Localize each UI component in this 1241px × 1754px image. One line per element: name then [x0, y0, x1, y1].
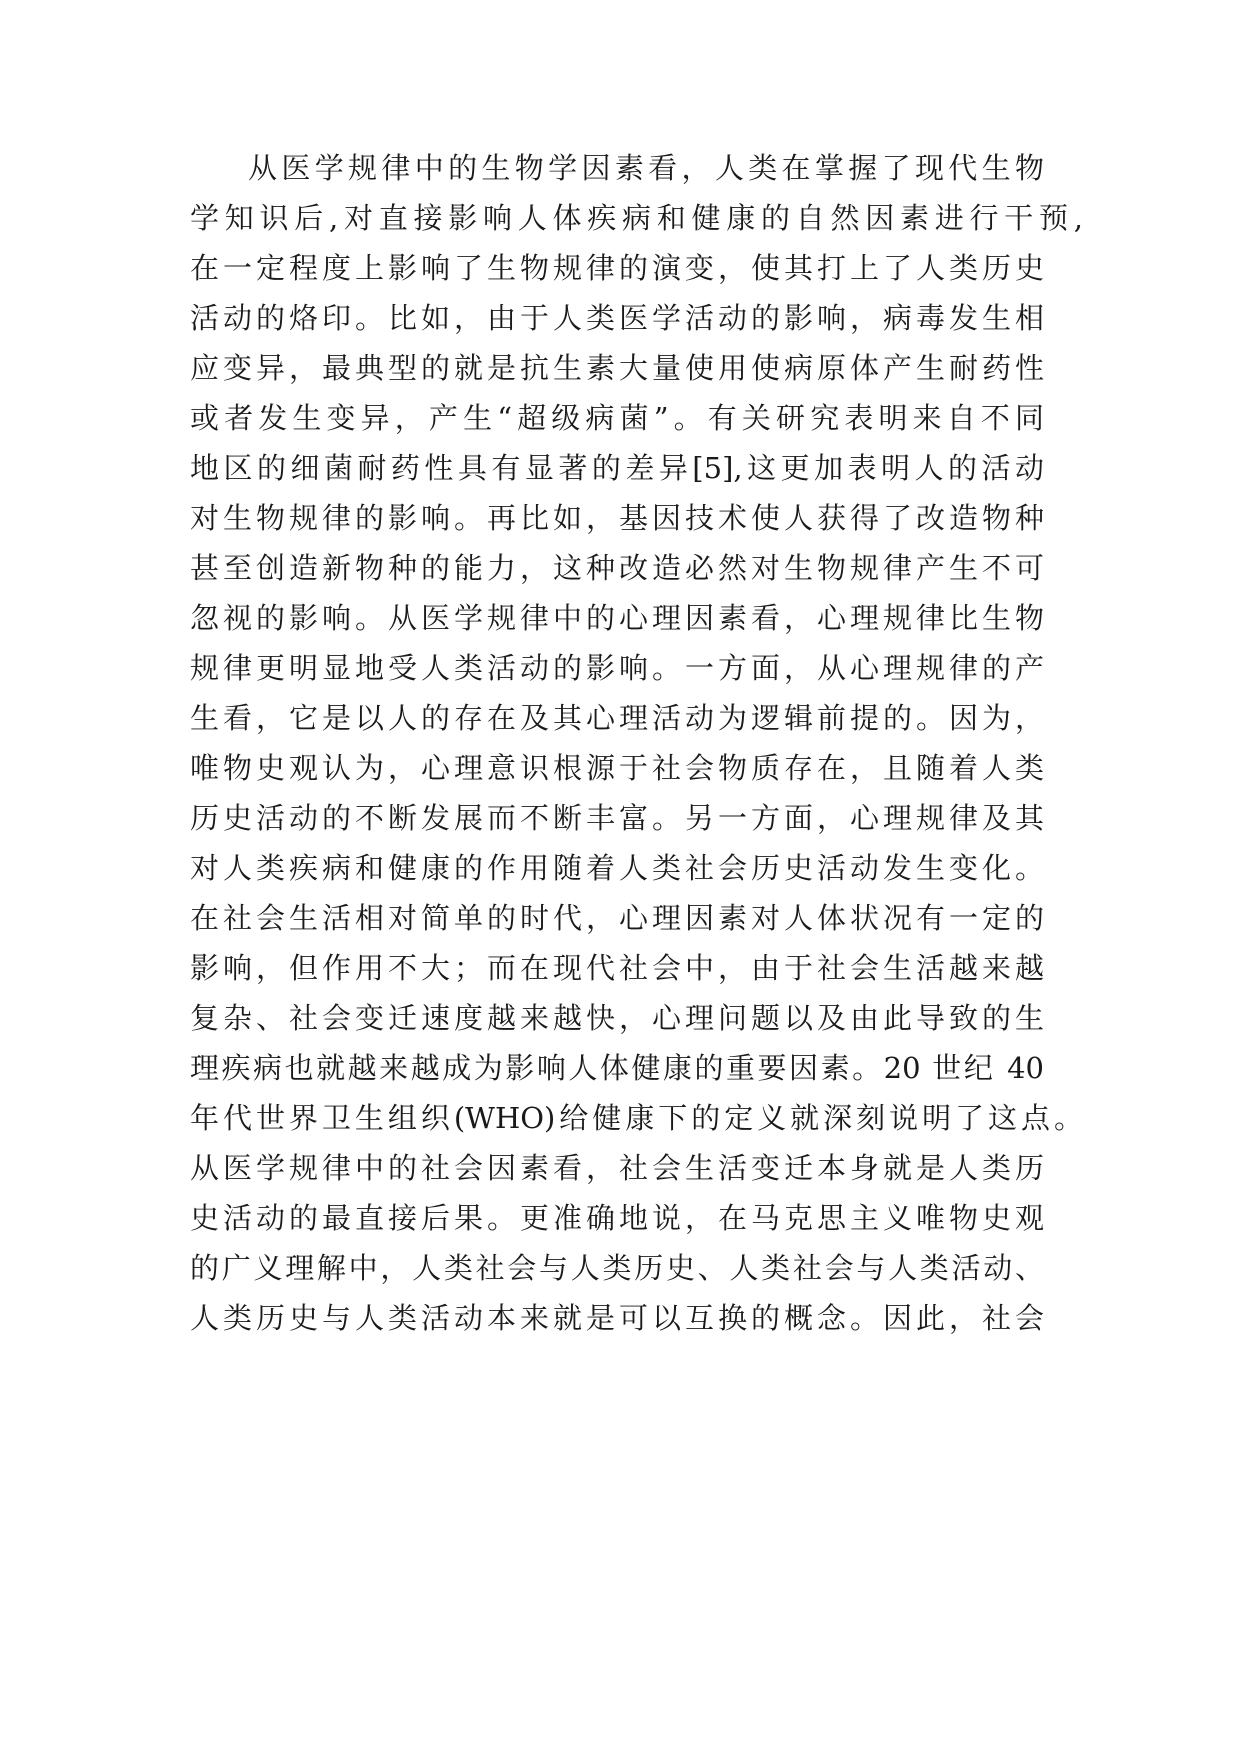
text-line: 人类历史与人类活动本来就是可以互换的概念。因此，社会: [190, 1301, 1044, 1335]
text-line: 的广义理解中，人类社会与人类历史、人类社会与人类活动、: [190, 1251, 1044, 1285]
text-line: 忽视的影响。从医学规律中的心理因素看，心理规律比生物: [190, 601, 1044, 635]
text-line: 史活动的最直接后果。更准确地说，在马克思主义唯物史观: [190, 1201, 1044, 1235]
text-line: 从医学规律中的社会因素看，社会生活变迁本身就是人类历: [190, 1151, 1044, 1185]
text-line: 唯物史观认为，心理意识根源于社会物质存在，且随着人类: [190, 751, 1044, 785]
text-line: 影响，但作用不大；而在现代社会中，由于社会生活越来越: [190, 951, 1044, 985]
text-line: 地区的细菌耐药性具有显著的差异[5],这更加表明人的活动: [190, 451, 1044, 485]
text-line: 活动的烙印。比如，由于人类医学活动的影响，病毒发生相: [190, 301, 1044, 335]
text-line: 从医学规律中的生物学因素看，人类在掌握了现代生物: [248, 151, 1044, 185]
text-line: 对人类疾病和健康的作用随着人类社会历史活动发生变化。: [190, 851, 1044, 885]
text-line: 学知识后,对直接影响人体疾病和健康的自然因素进行干预,: [190, 201, 1083, 235]
text-line: 在一定程度上影响了生物规律的演变，使其打上了人类历史: [190, 251, 1044, 285]
text-line: 生看，它是以人的存在及其心理活动为逻辑前提的。因为，: [190, 701, 1044, 735]
text-line: 应变异，最典型的就是抗生素大量使用使病原体产生耐药性: [190, 351, 1044, 385]
text-line: 对生物规律的影响。再比如，基因技术使人获得了改造物种: [190, 501, 1044, 535]
text-line: 规律更明显地受人类活动的影响。一方面，从心理规律的产: [190, 651, 1044, 685]
text-line: 年代世界卫生组织(WHO)给健康下的定义就深刻说明了这点。: [190, 1101, 1083, 1135]
text-line: 复杂、社会变迁速度越来越快，心理问题以及由此导致的生: [190, 1001, 1044, 1035]
text-line: 在社会生活相对简单的时代，心理因素对人体状况有一定的: [190, 901, 1044, 935]
text-line: 或者发生变异，产生“超级病菌”。有关研究表明来自不同: [190, 401, 1044, 435]
text-line: 历史活动的不断发展而不断丰富。另一方面，心理规律及其: [190, 801, 1044, 835]
text-line: 理疾病也就越来越成为影响人体健康的重要因素。20 世纪 40: [190, 1051, 1044, 1085]
text-line: 甚至创造新物种的能力，这种改造必然对生物规律产生不可: [190, 551, 1044, 585]
